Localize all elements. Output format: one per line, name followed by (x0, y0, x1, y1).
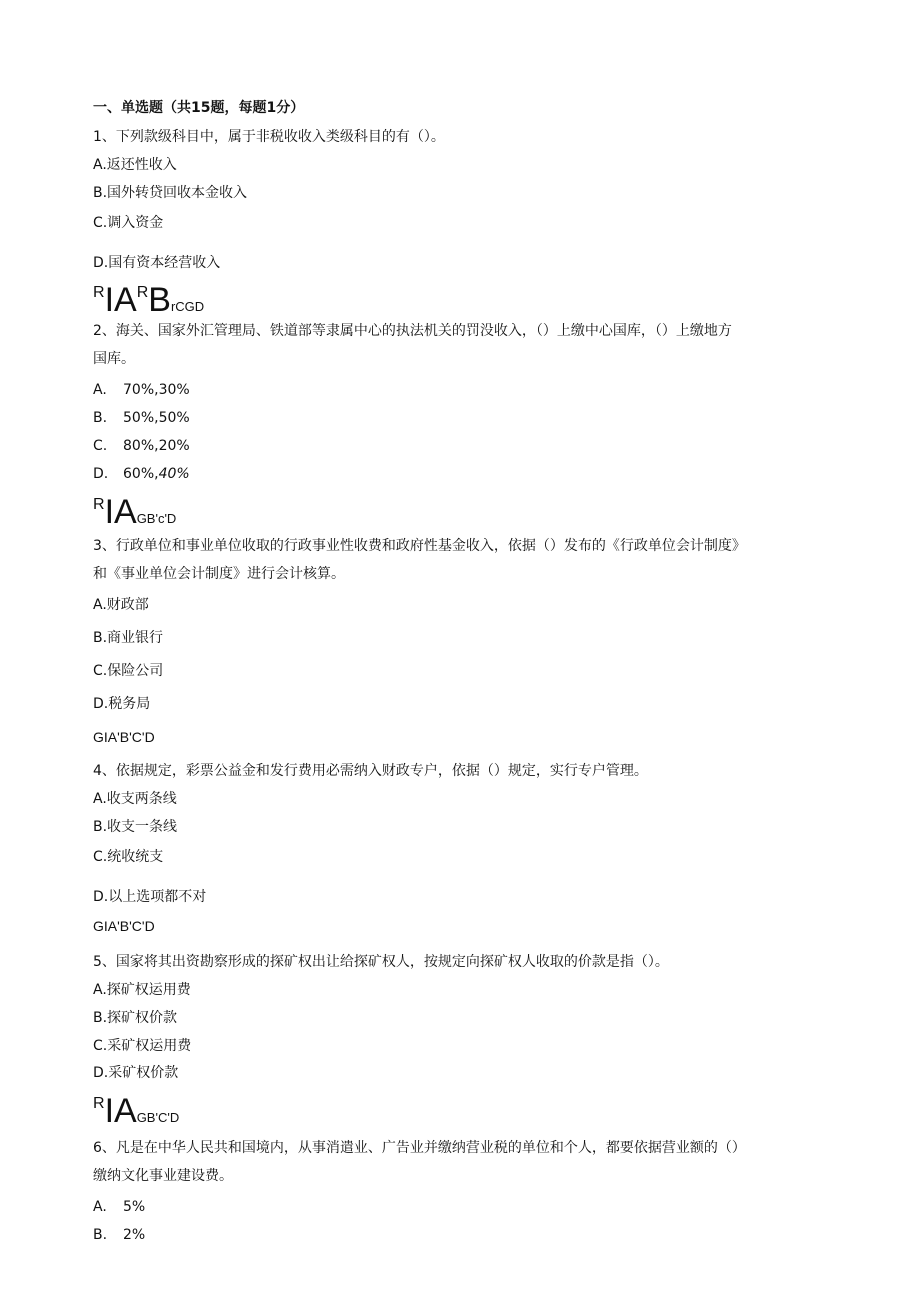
question-5-option-d: D.采矿权价款 (93, 1065, 179, 1081)
question-6-stem-line-1: 6、凡是在中华人民共和国境内，从事消遣业、广告业并缴纳营业税的单位和个人，都要依据营业额的（） (93, 1140, 746, 1156)
question-1-option-a: A.返还性收入 (93, 157, 177, 173)
question-3-option-b: B.商业银行 (93, 630, 164, 646)
question-1-option-c: C.调入资金 (93, 215, 164, 231)
question-4-option-a: A.收支两条线 (93, 791, 177, 807)
question-6-stem-line-2: 缴纳文化事业建设费。 (93, 1168, 233, 1184)
question-2-option-b: B. 50%,50% (93, 410, 190, 426)
question-4-answer: GIA'B'C'D (93, 918, 155, 934)
question-3-answer: GIA'B'C'D (93, 729, 155, 745)
question-5-option-a: A.探矿权运用费 (93, 982, 191, 998)
question-3-option-d: D.税务局 (93, 696, 151, 712)
question-3-stem-line-1: 3、行政单位和事业单位收取的行政事业性收费和政府性基金收入，依据（）发布的《行政单位会计制度》 (93, 538, 746, 554)
question-6-option-a: A. 5% (93, 1199, 146, 1215)
question-4-option-b: B.收支一条线 (93, 819, 178, 835)
question-4-option-c: C.统收统支 (93, 849, 164, 865)
question-6-option-b: B. 2% (93, 1227, 146, 1243)
question-1-option-d: D.国有资本经营收入 (93, 255, 221, 271)
question-1-option-b: B.国外转贷回收本金收入 (93, 185, 248, 201)
section-heading: 一、单选题（共15题，每题1分） (93, 100, 305, 116)
question-5-option-c: C.采矿权运用费 (93, 1038, 192, 1054)
question-1-answer: RIARBrCGD (93, 281, 205, 319)
question-2-option-a: A. 70%,30% (93, 382, 190, 398)
question-5-option-b: B.探矿权价款 (93, 1010, 178, 1026)
question-5-answer: RIAGB'C'D (93, 1092, 180, 1130)
question-3-stem-line-2: 和《事业单位会计制度》进行会计核算。 (93, 566, 345, 582)
question-2-option-d: D. 60%,40% (93, 466, 190, 482)
question-2-stem-line-1: 2、海关、国家外汇管理局、铁道部等隶属中心的执法机关的罚没收入，（）上缴中心国库，（）上缴地方 (93, 323, 732, 339)
question-3-option-a: A.财政部 (93, 597, 149, 613)
question-4-option-d: D.以上选项都不对 (93, 889, 207, 905)
question-2-answer: RIAGB'c'D (93, 493, 177, 531)
question-5-stem: 5、国家将其出资勘察形成的探矿权出让给探矿权人，按规定向探矿权人收取的价款是指（）。 (93, 954, 669, 970)
question-3-option-c: C.保险公司 (93, 663, 164, 679)
question-1-stem: 1、下列款级科目中，属于非税收收入类级科目的有（）。 (93, 129, 445, 145)
question-2-stem-line-2: 国库。 (93, 351, 135, 367)
question-4-stem: 4、依据规定，彩票公益金和发行费用必需纳入财政专户，依据（）规定，实行专户管理。 (93, 763, 648, 779)
question-2-option-c: C. 80%,20% (93, 438, 190, 454)
